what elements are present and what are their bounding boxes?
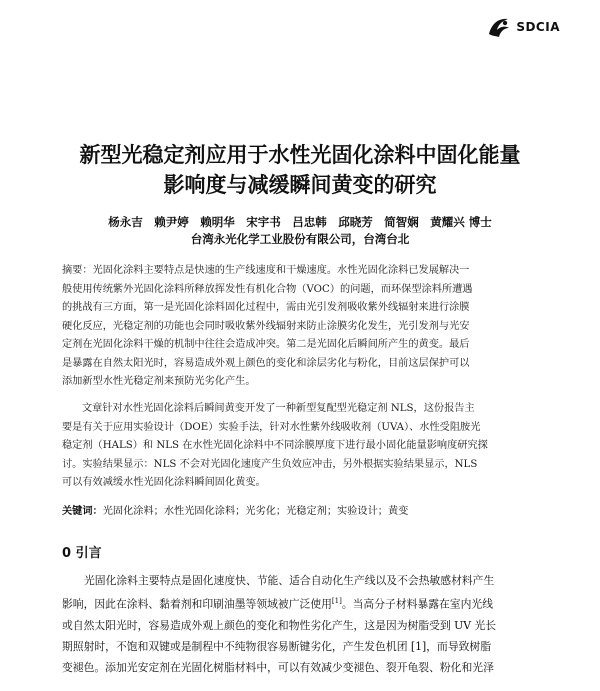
abstract-line: 摘要：光固化涂料主要特点是快速的生产线速度和干燥速度。水性光固化涂料已发展解决一: [62, 265, 470, 276]
body-line: 光固化涂料主要特点是固化速度快、节能、适合自动化生产线以及不会热敏感材料产生: [84, 574, 495, 587]
abstract-line: 的挑战有三方面，第一是光固化涂料固化过程中，需由光引发剂吸收紫外线辐射来进行涂膜: [62, 302, 470, 313]
author-names: 杨永吉 赖尹婷 赖明华 宋宇书 吕忠韩 邱晓芳 简智娴 黄耀兴 博士: [108, 215, 492, 229]
keywords-label: 关键词：: [62, 505, 103, 517]
abstract-line: 添加新型水性光稳定剂来预防光劣化产生。: [62, 376, 256, 387]
keywords: [62, 502, 546, 521]
citation-ref[interactable]: [1]: [331, 597, 342, 605]
abstract-line: 文章针对水性光固化涂料后瞬间黄变开发了一种新型复配型光稳定剂 NLS，这份报告主: [82, 403, 475, 414]
keywords-text: 光固化涂料；水性光固化涂料；光劣化；光稳定剂；实验设计；黄变: [102, 506, 409, 517]
body-line: 期照射时，不饱和双键或是制程中不纯物很容易断键劣化，产生发色机团 [1]，而导致树脂: [62, 639, 492, 653]
sdcia-logo: [486, 14, 560, 40]
abstract-line: 硬化反应，光稳定剂的功能也会同时吸收紫外线辐射来防止涂膜劣化发生，光引发剂与光安: [62, 320, 470, 332]
paper-title: [40, 140, 560, 200]
body-text-segment: 影响，因此在涂料、黏着剂和印刷油墨等领域被广泛使用: [62, 597, 332, 611]
body-line: [62, 591, 546, 615]
author-block: [40, 214, 560, 248]
logo-text: SDCIA: [516, 20, 560, 34]
abstract-line: 可以有效减缓水性光固化涂料瞬间固化黄变。: [62, 477, 266, 488]
title-line-2: 影响度与减缓瞬间黄变的研究: [163, 172, 437, 197]
abstract-line: 定剂在光固化涂料干燥的机制中往往会造成冲突。第二是光固化后瞬间所产生的黄变。最后: [62, 339, 470, 350]
abstract-line: 稳定剂（HALS）和 NLS 在水性光固化涂料中不同涂膜厚度下进行最小固化能量影响度研究探: [62, 440, 488, 451]
abstract-line: 讨。实验结果显示：NLS 不会对光固化速度产生负效应冲击，另外根据实验结果显示，NLS: [62, 458, 478, 470]
abstract-line: 要是有关于应用实验设计（DOE）实验手法，针对水性紫外线吸收剂（UVA）、水性受阻胺光: [62, 421, 481, 433]
abstract-line: 般使用传统紫外光固化涂料所释放挥发性有机化合物（VOC）的问题，而环保型涂料所遭遇: [62, 283, 473, 295]
body-text-segment: 。当高分子材料暴露在室内光线: [341, 597, 493, 611]
author-affiliation: 台湾永光化学工业股份有限公司，台湾台北: [190, 232, 410, 246]
sdcia-logo-icon: [486, 14, 512, 40]
body-paragraph: [62, 570, 546, 678]
abstract-line: 是暴露在自然太阳光时，容易造成外观上颜色的变化和涂层劣化与粉化，目前这层保护可以: [62, 357, 470, 369]
body-line: 变褪色。添加光安定剂在光固化树脂材料中，可以有效减少变褪色、裂开龟裂、粉化和光泽: [62, 660, 494, 674]
title-line-1: 新型光稳定剂应用于水性光固化涂料中固化能量: [79, 142, 521, 167]
section-heading: 0 引言: [62, 546, 102, 561]
abstract-paragraph-1: [62, 262, 546, 392]
abstract-paragraph-2: [62, 400, 546, 493]
body-line: 或自然太阳光时，容易造成外观上颜色的变化和物性劣化产生，这是因为树脂受到 UV 光长: [62, 618, 497, 632]
